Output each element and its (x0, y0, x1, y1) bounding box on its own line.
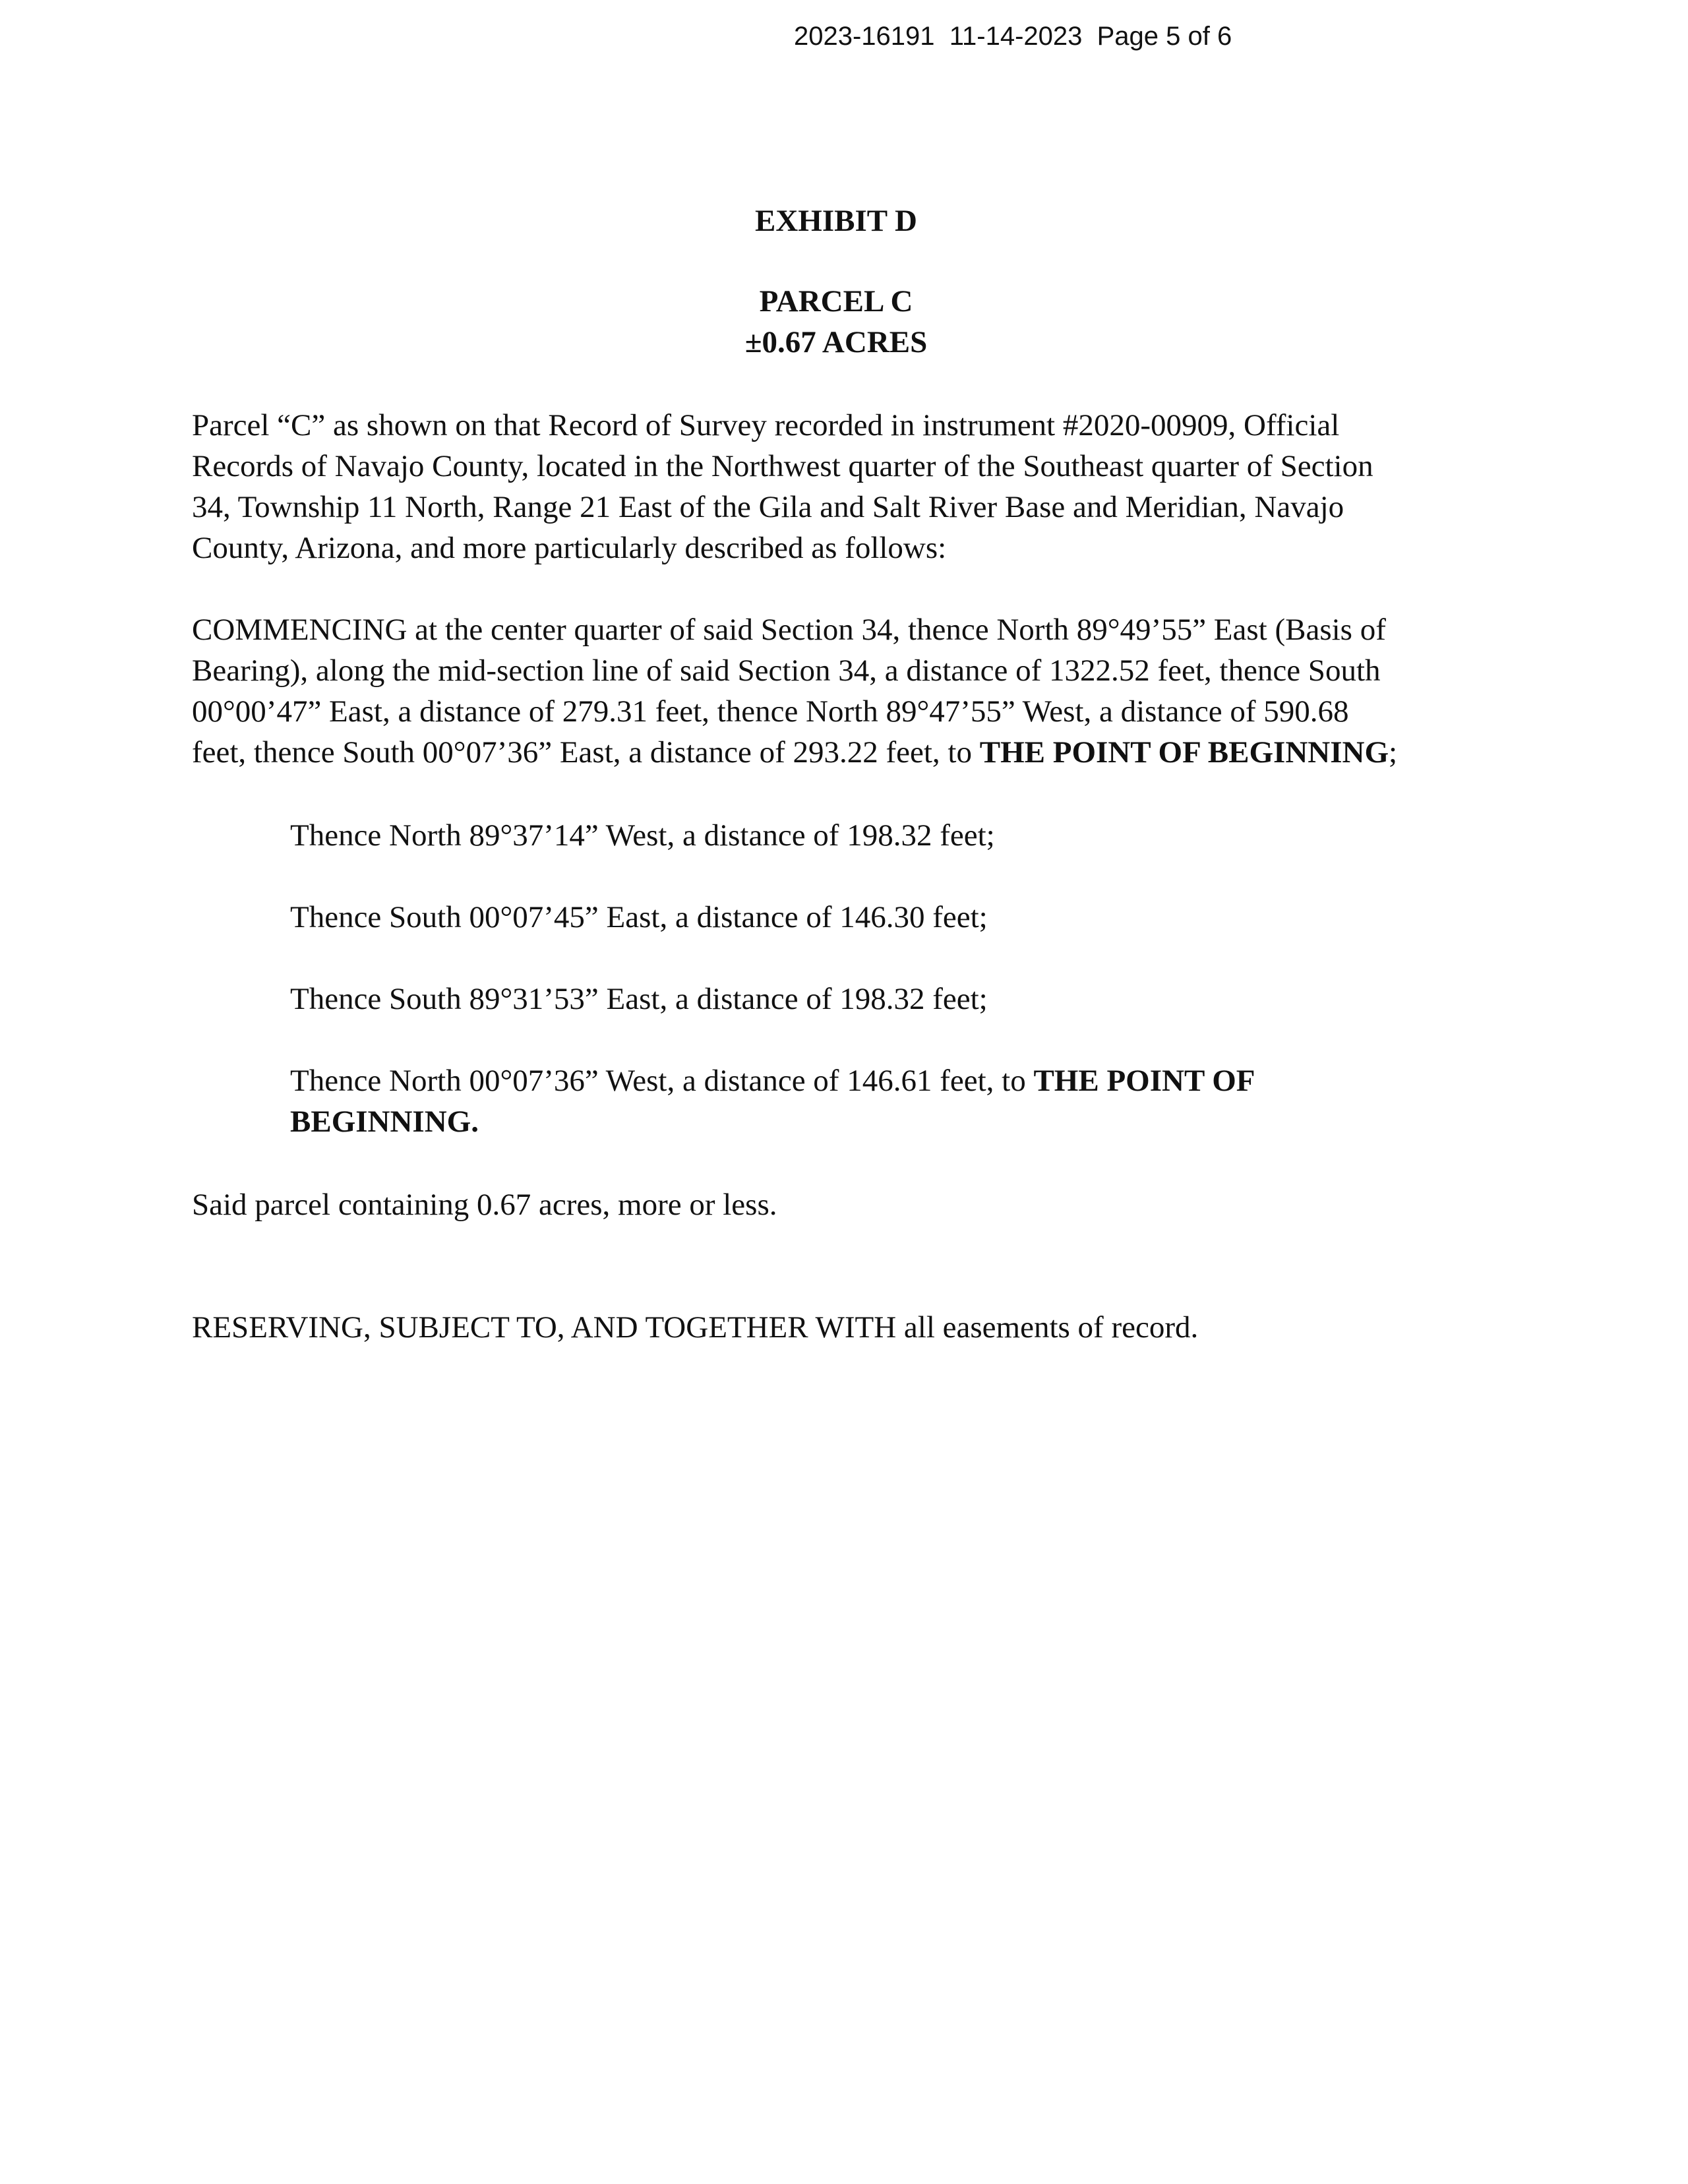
commencing-line: Bearing), along the mid-section line of said Section 34, a distance of 1322.52 feet, thence South (192, 653, 1381, 688)
call-text (290, 1060, 1255, 1101)
commencing-last-punct: ; (1389, 735, 1398, 770)
call4-bold-2: BEGINNING. (290, 1105, 479, 1139)
call-text (290, 1101, 1255, 1142)
intro-paragraph (192, 405, 1373, 568)
intro-line: Records of Navajo County, located in the Northwest quarter of the Southeast quarter of Section (192, 449, 1373, 483)
call4-bold-1: THE POINT OF (1033, 1064, 1255, 1098)
recording-stamp: 2023-16191 11-14-2023 Page 5 of 6 (794, 22, 1232, 51)
area-text: Said parcel containing 0.67 acres, more or less. (192, 1188, 777, 1222)
commencing-line: 00°00’47” East, a distance of 279.31 feet, thence North 89°47’55” West, a distance of 590.68 (192, 694, 1349, 729)
commencing-line: COMMENCING at the center quarter of said Section 34, thence North 89°49’55” East (Basis of (192, 613, 1386, 647)
boundary-call-3 (290, 979, 988, 1019)
point-of-beginning-label: THE POINT OF BEGINNING (979, 735, 1389, 770)
intro-line: Parcel “C” as shown on that Record of Survey recorded in instrument #2020-00909, Official (192, 408, 1340, 442)
intro-line: 34, Township 11 North, Range 21 East of the Gila and Salt River Base and Meridian, Navajo (192, 490, 1344, 524)
reserving-statement (192, 1307, 1198, 1348)
call-text: Thence North 89°37’14” West, a distance of 198.32 feet; (290, 818, 995, 853)
call4-text: Thence North 00°07’36” West, a distance of 146.61 feet, to (290, 1064, 1034, 1098)
commencing-line (192, 732, 1397, 773)
commencing-last-text: feet, thence South 00°07’36” East, a distance of 293.22 feet, to (192, 735, 980, 770)
intro-line: County, Arizona, and more particularly described as follows: (192, 531, 947, 565)
reserving-text: RESERVING, SUBJECT TO, AND TOGETHER WITH all easements of record. (192, 1310, 1199, 1345)
acreage-title: ±0.67 ACRES (744, 325, 928, 359)
boundary-call-1 (290, 815, 995, 856)
boundary-call-2 (290, 897, 988, 938)
commencing-paragraph (192, 609, 1397, 773)
boundary-call-4 (290, 1060, 1255, 1142)
parcel-title: PARCEL C (759, 284, 913, 318)
exhibit-title: EXHIBIT D (755, 204, 917, 238)
area-statement (192, 1184, 777, 1225)
call-text: Thence South 89°31’53” East, a distance of 198.32 feet; (290, 982, 988, 1016)
call-text: Thence South 00°07’45” East, a distance of 146.30 feet; (290, 900, 988, 934)
